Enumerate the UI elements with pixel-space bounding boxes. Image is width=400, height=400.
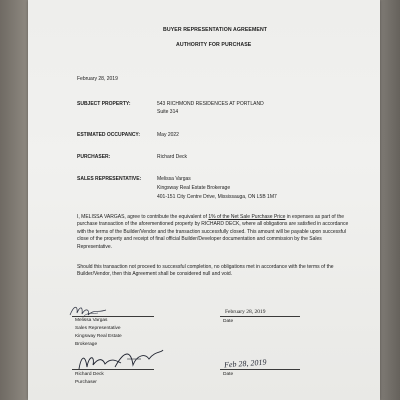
purchaser-label: PURCHASER:	[77, 154, 111, 160]
subject-property-label: SUBJECT PROPERTY:	[77, 101, 131, 107]
signer1-name: Melissa Vargas	[75, 318, 108, 323]
signer1-company: Kingsway Real Estate	[75, 334, 122, 339]
signer1-date-label: Date	[223, 319, 234, 324]
date-line-purchaser	[220, 369, 300, 370]
agreement-paragraph-1: I, MELISSA VARGAS, agree to contribute the equivalent of 1% of the Net Sale Purchase Price in expenses as part of the purchase transaction of the aforementioned property by RICHARD DECK, where all obligations are satisfied in accordance with the terms of the Builder/Vendor and the transaction successfully closed. This amount will be payable upon successful close of the property and receipt of final official Builder/Developer documentation and commission by the Sales Representative.	[77, 214, 349, 250]
purchaser-value: Richard Deck	[157, 154, 188, 160]
occupancy-label: ESTIMATED OCCUPANCY:	[77, 132, 141, 138]
signer1-role: Sales Representative	[75, 326, 121, 331]
sales-rep-label: SALES REPRESENTATIVE:	[77, 176, 142, 182]
sales-rep-address: 401-151 City Centre Drive, Mississauga, ON L5B 1M7	[157, 194, 277, 200]
signature-line-rep	[72, 316, 154, 317]
signer2-name: Richard Deck	[75, 372, 104, 377]
document-date: February 28, 2019	[77, 76, 118, 82]
sales-rep-company: Kingsway Real Estate Brokerage	[157, 185, 231, 191]
signer1-date: February 28, 2019	[225, 309, 266, 315]
commission-terms: 1% of the Net Sale Purchase Price	[208, 214, 286, 220]
document-title: BUYER REPRESENTATION AGREEMENT	[163, 27, 268, 33]
signer2-date: Feb 28, 2019	[223, 357, 267, 370]
signer2-role: Purchaser	[75, 380, 97, 385]
document-subtitle: AUTHORITY FOR PURCHASE	[176, 42, 252, 48]
agreement-paragraph-2: Should this transaction not proceed to successful completion, no obligations met in accordance with the terms of the Builder/Vendor, then this Agreement shall be considered null and void.	[77, 264, 334, 278]
signer1-company-2: Brokerage	[75, 342, 98, 347]
subject-property-value: 543 RICHMOND RESIDENCES AT PORTLAND	[157, 101, 264, 107]
agreement-document	[28, 0, 380, 400]
occupancy-value: May 2022	[157, 132, 179, 138]
sales-rep-name: Melissa Vargas	[157, 176, 191, 182]
signer2-date-label: Date	[223, 372, 234, 377]
signature-line-purchaser	[72, 369, 154, 370]
subject-property-suite: Suite 314	[157, 109, 179, 115]
date-line-rep	[220, 316, 300, 317]
